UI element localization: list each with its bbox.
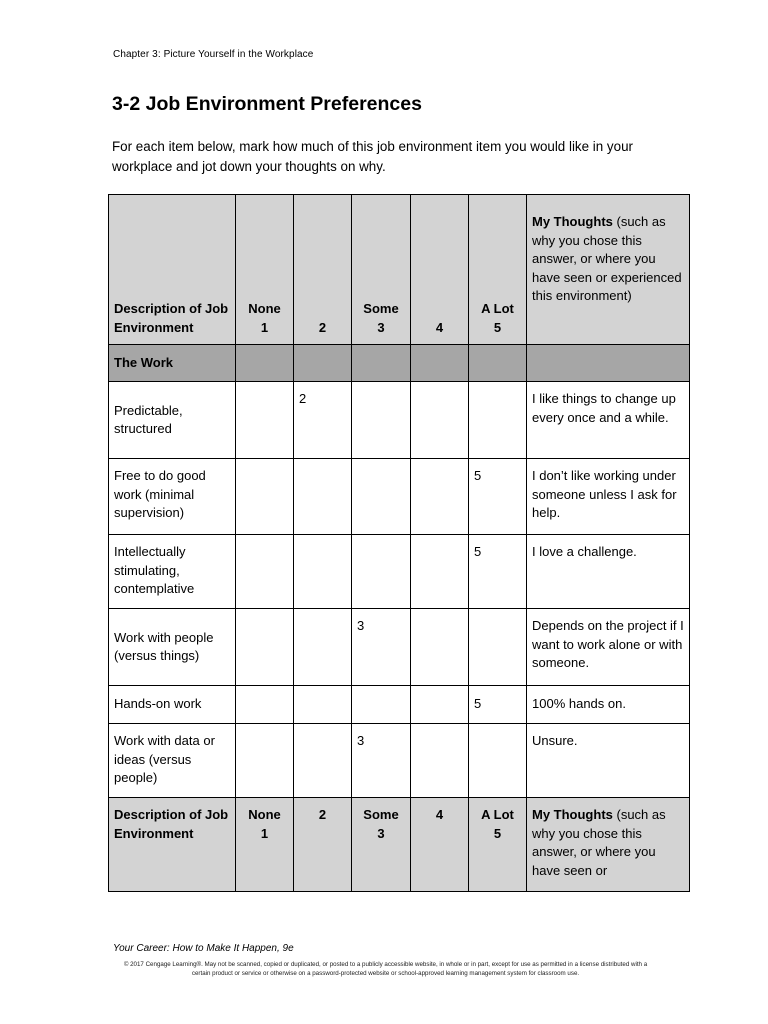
rating-mark: 5	[474, 544, 482, 559]
rating-cell-1[interactable]	[236, 686, 294, 724]
rating-mark: 3	[357, 733, 365, 748]
col-header-none	[236, 798, 294, 892]
rating-cell-2[interactable]	[294, 382, 352, 459]
table-row	[109, 686, 690, 724]
rating-cell-3[interactable]	[352, 609, 411, 686]
col-num-5: 5	[493, 319, 502, 335]
thought-text: 100% hands on.	[532, 696, 626, 712]
col-label-none: None	[248, 807, 281, 822]
thoughts-cell[interactable]	[527, 609, 690, 686]
copyright-notice: © 2017 Cengage Learning®. May not be scanned, copied or duplicated, or posted to a publicly accessible website, in whole or in part, except for use as permitted in a license distributed with a certain product or service or otherwise on a password-protected website or school-approved learning management system for classroom use.	[123, 961, 648, 977]
row-description: Hands-on work	[109, 686, 236, 724]
rating-cell-2[interactable]	[294, 609, 352, 686]
rating-cell-1[interactable]	[236, 535, 294, 609]
table-row	[109, 609, 690, 686]
col-header-some	[352, 798, 411, 892]
rating-cell-2[interactable]	[294, 459, 352, 535]
thoughts-cell[interactable]	[527, 382, 690, 459]
row-description: Predictable, structured	[109, 382, 236, 459]
book-title: Your Career: How to Make It Happen, 9e	[113, 943, 294, 954]
thoughts-label: My Thoughts	[532, 807, 613, 822]
col-header-2: 2	[294, 195, 352, 345]
header-row-repeat	[109, 798, 690, 892]
col-header-description: Description of Job Environment	[109, 798, 236, 892]
table-row	[109, 459, 690, 535]
rating-cell-4[interactable]	[411, 459, 469, 535]
table-row	[109, 724, 690, 798]
thoughts-hint: (such as why you chose this answer, or where you have seen or	[532, 807, 666, 878]
chapter-header: Chapter 3: Picture Yourself in the Workplace	[113, 49, 314, 60]
thoughts-cell[interactable]	[527, 686, 690, 724]
rating-cell-4[interactable]	[411, 382, 469, 459]
row-description: Free to do good work (minimal supervision)	[109, 459, 236, 535]
rating-cell-4[interactable]	[411, 724, 469, 798]
col-header-thoughts	[527, 195, 690, 345]
rating-cell-5[interactable]	[469, 686, 527, 724]
table-row	[109, 535, 690, 609]
thought-text: I don’t like working under someone unless I ask for help.	[532, 468, 677, 520]
rating-cell-1[interactable]	[236, 724, 294, 798]
thought-text: Depends on the project if I want to work alone or with someone.	[532, 618, 684, 670]
thoughts-hint: (such as why you chose this answer, or where you have seen or experienced this environment)	[532, 214, 682, 303]
rating-mark: 3	[357, 618, 365, 633]
rating-cell-4[interactable]	[411, 609, 469, 686]
col-label-some: Some	[363, 301, 399, 316]
thought-text: I like things to change up every once and a while.	[532, 391, 676, 425]
row-description: Work with people (versus things)	[109, 609, 236, 686]
rating-cell-2[interactable]	[294, 724, 352, 798]
rating-cell-3[interactable]	[352, 459, 411, 535]
thought-text: Unsure.	[532, 733, 578, 748]
col-num-3: 3	[377, 319, 385, 335]
col-header-none	[236, 195, 294, 345]
header-row	[109, 195, 690, 345]
rating-mark: 2	[299, 391, 307, 406]
col-header-thoughts	[527, 798, 690, 892]
thoughts-label: My Thoughts	[532, 214, 613, 229]
thoughts-cell[interactable]	[527, 724, 690, 798]
rating-cell-3[interactable]	[352, 535, 411, 609]
section-label: The Work	[109, 345, 236, 382]
col-header-some	[352, 195, 411, 345]
rating-cell-2[interactable]	[294, 535, 352, 609]
col-num-1: 1	[260, 319, 269, 335]
thoughts-cell[interactable]	[527, 535, 690, 609]
rating-cell-5[interactable]	[469, 724, 527, 798]
row-description: Intellectually stimulating, contemplative	[109, 535, 236, 609]
col-header-4: 4	[411, 798, 469, 892]
col-label-some: Some	[363, 807, 399, 822]
col-num-3: 3	[377, 825, 385, 841]
col-header-a-lot	[469, 195, 527, 345]
rating-mark: 5	[474, 696, 482, 712]
col-label-none: None	[248, 301, 281, 316]
row-description: Work with data or ideas (versus people)	[109, 724, 236, 798]
col-header-4: 4	[411, 195, 469, 345]
rating-cell-5[interactable]	[469, 382, 527, 459]
rating-cell-5[interactable]	[469, 535, 527, 609]
col-header-description: Description of Job Environment	[109, 195, 236, 345]
rating-cell-4[interactable]	[411, 535, 469, 609]
rating-cell-1[interactable]	[236, 382, 294, 459]
rating-cell-3[interactable]	[352, 724, 411, 798]
col-label-a-lot: A Lot	[481, 807, 514, 822]
col-header-2: 2	[294, 798, 352, 892]
rating-cell-4[interactable]	[411, 686, 469, 724]
rating-cell-3[interactable]	[352, 382, 411, 459]
col-header-a-lot	[469, 798, 527, 892]
preferences-table	[108, 194, 690, 892]
rating-cell-5[interactable]	[469, 459, 527, 535]
rating-cell-1[interactable]	[236, 609, 294, 686]
rating-mark: 5	[474, 468, 482, 483]
section-row	[109, 345, 690, 382]
rating-cell-1[interactable]	[236, 459, 294, 535]
instructions: For each item below, mark how much of this job environment item you would like in your workplace and jot down your thoughts on why.	[112, 139, 633, 174]
thought-text: I love a challenge.	[532, 544, 637, 559]
rating-cell-3[interactable]	[352, 686, 411, 724]
thoughts-cell[interactable]	[527, 459, 690, 535]
col-num-1: 1	[260, 825, 269, 841]
page-title: 3-2 Job Environment Preferences	[112, 93, 422, 115]
rating-cell-5[interactable]	[469, 609, 527, 686]
rating-cell-2[interactable]	[294, 686, 352, 724]
table-row	[109, 382, 690, 459]
col-label-a-lot: A Lot	[481, 301, 514, 316]
col-num-5: 5	[493, 825, 502, 841]
